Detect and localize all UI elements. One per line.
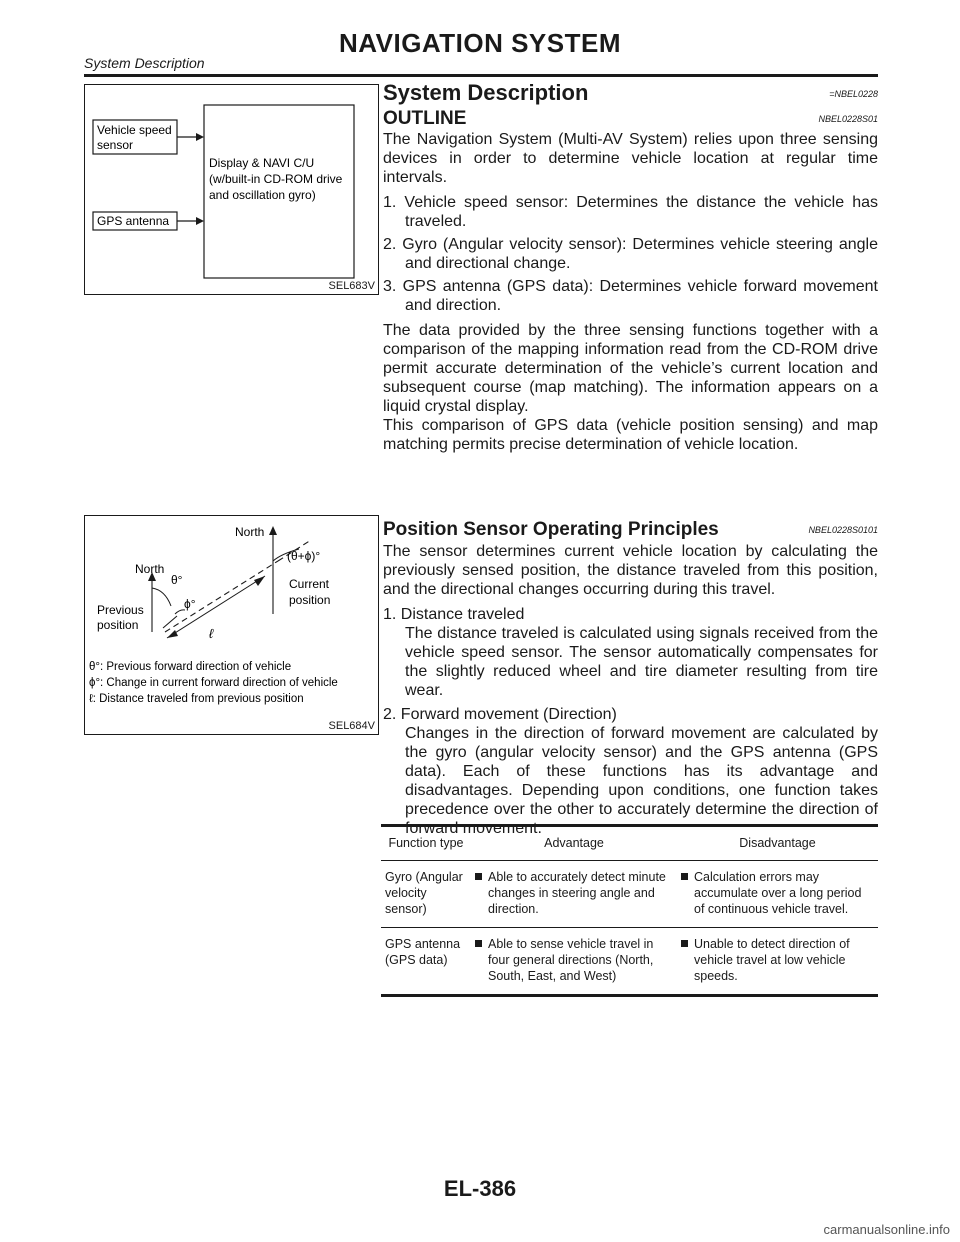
table-cell-advantage (471, 861, 677, 928)
disadvantage-text: Calculation errors may accumulate over a long period of continuous vehicle travel. (694, 870, 862, 916)
north-top-label: North (235, 525, 265, 539)
principles-item-2-body: Changes in the direction of forward movement are calculated by the gyro (angular velocity sensor) and the GPS antenna (GPS data). Each of these functions has its advantage and disadvantages. Depending upon conditions, one function takes precedence over the other to accurately determine the direction of forward movement. (405, 725, 878, 837)
block-diagram-svg (85, 85, 378, 294)
principles-item-1 (383, 605, 878, 700)
current-label-1: Current (289, 577, 330, 591)
page-header-title: NAVIGATION SYSTEM (339, 28, 621, 58)
section-title (383, 80, 878, 106)
figure-id-label: SEL684V (328, 720, 375, 732)
table-cell-disadvantage (677, 928, 878, 995)
outline-para-2: This comparison of GPS data (vehicle position sensing) and map matching permits precise determination of vehicle location. (383, 417, 878, 453)
outline-code: NBEL0228S01 (818, 114, 878, 124)
speed-sensor-label-2: sensor (97, 138, 134, 152)
table-cell-disadvantage (677, 861, 878, 928)
table-header-cell: Disadvantage (677, 827, 878, 861)
legend-phi: ϕ°: Change in current forward direction of vehicle (89, 677, 338, 689)
figure-position-diagram (84, 515, 379, 735)
legend-ell: ℓ: Distance traveled from previous position (89, 693, 304, 705)
principles-title (383, 519, 878, 541)
header-rule (84, 74, 878, 77)
outline-title-text: OUTLINE (383, 108, 467, 129)
gps-antenna-label: GPS antenna (97, 214, 170, 228)
gps-arrowhead (196, 217, 204, 225)
outline-item-1: 1. Vehicle speed sensor: Determines the distance the vehicle has traveled. (383, 194, 878, 230)
function-table-wrap (381, 824, 878, 997)
north-top-arrowhead (269, 526, 277, 535)
outline-item-3: 3. GPS antenna (GPS data): Determines vehicle forward movement and direction. (383, 278, 878, 314)
display-navi-label-3: and oscillation gyro) (209, 188, 316, 202)
outline-title (383, 108, 878, 130)
principles-title-text: Position Sensor Operating Principles (383, 519, 719, 540)
travel-dashed-line (165, 561, 278, 632)
display-navi-label-2: (w/built-in CD-ROM drive (209, 172, 343, 186)
theta-label: θ° (171, 573, 183, 587)
advantage-text: Able to accurately detect minute changes in steering angle and direction. (488, 870, 666, 916)
current-label-2: position (289, 593, 331, 607)
function-table (381, 827, 878, 994)
page-number: EL-386 (443, 1176, 517, 1201)
speed-arrowhead (196, 133, 204, 141)
table-row (381, 861, 878, 928)
principles-intro: The sensor determines current vehicle location by calculating the previously sensed position, the distance traveled from this position, and the directional changes occurring during this travel. (383, 543, 878, 598)
table-row (381, 928, 878, 995)
figure-id-label: SEL683V (328, 280, 375, 292)
outline-para-1: The data provided by the three sensing functions together with a comparison of the mapping information read from the CD-ROM drive permit accurate determination of the vehicle’s current location and subsequent course (map matching). The information appears on a liquid crystal display. (383, 322, 878, 415)
bullet-square-icon (475, 873, 482, 880)
figure-block-diagram (84, 84, 379, 295)
position-diagram-svg (85, 516, 378, 734)
theta-arc (152, 588, 171, 606)
table-header-cell: Advantage (471, 827, 677, 861)
phi-label: ϕ° (184, 597, 196, 611)
page-header-subtitle: System Description (84, 55, 205, 71)
north-left-label: North (135, 562, 165, 576)
principles-item-2-title: 2. Forward movement (Direction) (383, 706, 617, 723)
watermark: carmanualsonline.info (823, 1222, 950, 1237)
bullet-square-icon (681, 940, 688, 947)
principles-code: NBEL0228S0101 (808, 525, 878, 535)
bullet-square-icon (681, 873, 688, 880)
outline-body (383, 130, 878, 454)
table-cell-type: GPS antenna (GPS data) (385, 937, 461, 967)
legend-theta: θ°: Previous forward direction of vehicle (89, 661, 292, 673)
table-cell-type: Gyro (Angular velocity sensor) (381, 861, 471, 928)
display-navi-label-1: Display & NAVI C/U (209, 156, 315, 170)
principles-item-1-title: 1. Distance traveled (383, 606, 525, 623)
section-title-text: System Description (383, 80, 589, 105)
distance-arrowhead-left (167, 630, 178, 638)
principles-body (383, 542, 878, 838)
previous-label-2: position (97, 618, 139, 632)
outline-item-2: 2. Gyro (Angular velocity sensor): Determines vehicle steering angle and directional change. (383, 236, 878, 272)
principles-item-1-body: The distance traveled is calculated using signals received from the vehicle speed sensor. The sensor automatically compensates for the slightly reduced wheel and tire diameter resulting from tire wear. (405, 625, 878, 699)
advantage-text: Able to sense vehicle travel in four general directions (North, South, East, and West) (488, 937, 654, 983)
outline-intro: The Navigation System (Multi-AV System) relies upon three sensing devices in order to determine vehicle location at regular time intervals. (383, 131, 878, 186)
bullet-square-icon (475, 940, 482, 947)
previous-label-1: Previous (97, 603, 144, 617)
table-header-cell: Function type (381, 827, 471, 861)
speed-sensor-label-1: Vehicle speed (97, 123, 172, 137)
table-header-row (381, 827, 878, 861)
section-code: =NBEL0228 (829, 89, 878, 99)
principles-item-2 (383, 705, 878, 838)
disadvantage-text: Unable to detect direction of vehicle travel at low vehicle speeds. (694, 937, 850, 983)
distance-arrowhead-right (254, 576, 265, 586)
angle-sum-label: (θ+ϕ)° (287, 549, 321, 563)
ell-label: ℓ (209, 626, 214, 641)
table-cell-advantage (471, 928, 677, 995)
